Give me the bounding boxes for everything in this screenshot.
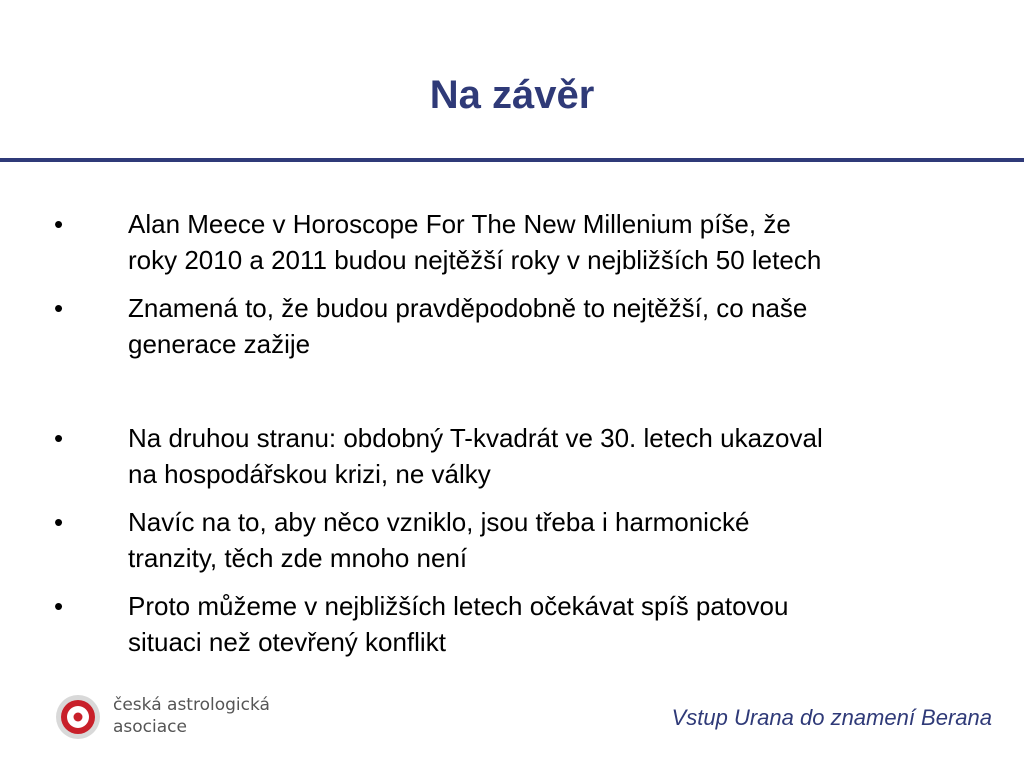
footer-caption: Vstup Urana do znamení Berana	[671, 705, 992, 730]
bullet-text	[128, 504, 988, 576]
bullet-text	[128, 290, 988, 362]
logo-text	[113, 694, 313, 738]
bullet-line: roky 2010 a 2011 budou nejtěžší roky v nejbližších 50 letech	[128, 245, 822, 275]
bullet-line: Znamená to, že budou pravděpodobně to nejtěžší, co naše	[128, 293, 808, 323]
bullet-marker: •	[54, 293, 64, 323]
bullet-marker: •	[54, 209, 64, 239]
bullet-line: na hospodářskou krizi, ne války	[128, 459, 491, 489]
bullet-text	[128, 420, 988, 492]
logo-text-line: česká astrologická	[113, 695, 270, 715]
logo-text-line: asociace	[113, 717, 187, 737]
bullet-line: generace zažije	[128, 329, 311, 359]
bullet-text	[128, 588, 988, 660]
bullet-marker: •	[54, 423, 64, 453]
bullet-line: situaci než otevřený konflikt	[128, 627, 446, 657]
bullet-line: Navíc na to, aby něco vzniklo, jsou třeba i harmonické	[128, 507, 750, 537]
concentric-circles-logo-icon	[55, 694, 101, 740]
slide-title: Na závěr	[429, 73, 595, 117]
bullet-line: Alan Meece v Horoscope For The New Millenium píše, že	[128, 209, 791, 239]
bullet-marker: •	[54, 507, 64, 537]
bullet-line: Na druhou stranu: obdobný T-kvadrát ve 30. letech ukazoval	[128, 423, 823, 453]
bullet-marker: •	[54, 591, 64, 621]
bullet-line: Proto můžeme v nejbližších letech očekávat spíš patovou	[128, 591, 789, 621]
bullet-line: tranzity, těch zde mnoho není	[128, 543, 468, 573]
title-divider	[0, 158, 1024, 162]
bullet-text	[128, 206, 988, 278]
organization-logo	[55, 692, 295, 742]
